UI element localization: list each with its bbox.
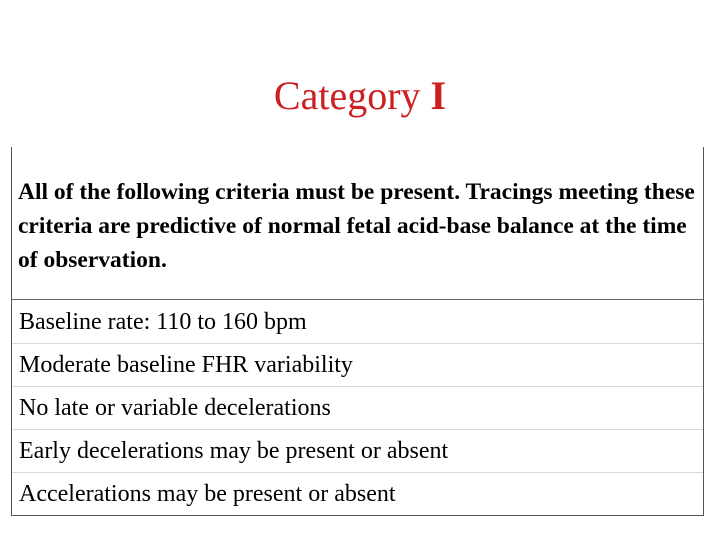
criterion-no-decelerations: No late or variable decelerations: [12, 387, 703, 430]
title-word: Category: [273, 73, 421, 118]
criterion-variability: Moderate baseline FHR variability: [12, 344, 703, 387]
criteria-header: All of the following criteria must be present. Tracings meeting these criteria are predictive of normal fetal acid-base balance at the time of observation.: [12, 147, 703, 300]
criterion-accelerations: Accelerations may be present or absent: [19, 481, 396, 507]
slide-title: [0, 70, 720, 122]
criterion-early-decelerations: Early decelerations may be present or absent: [12, 430, 703, 473]
criteria-table: [11, 147, 704, 516]
title-numeral: I: [430, 73, 447, 118]
criterion-baseline-rate: Baseline rate: 110 to 160 bpm: [12, 301, 703, 344]
